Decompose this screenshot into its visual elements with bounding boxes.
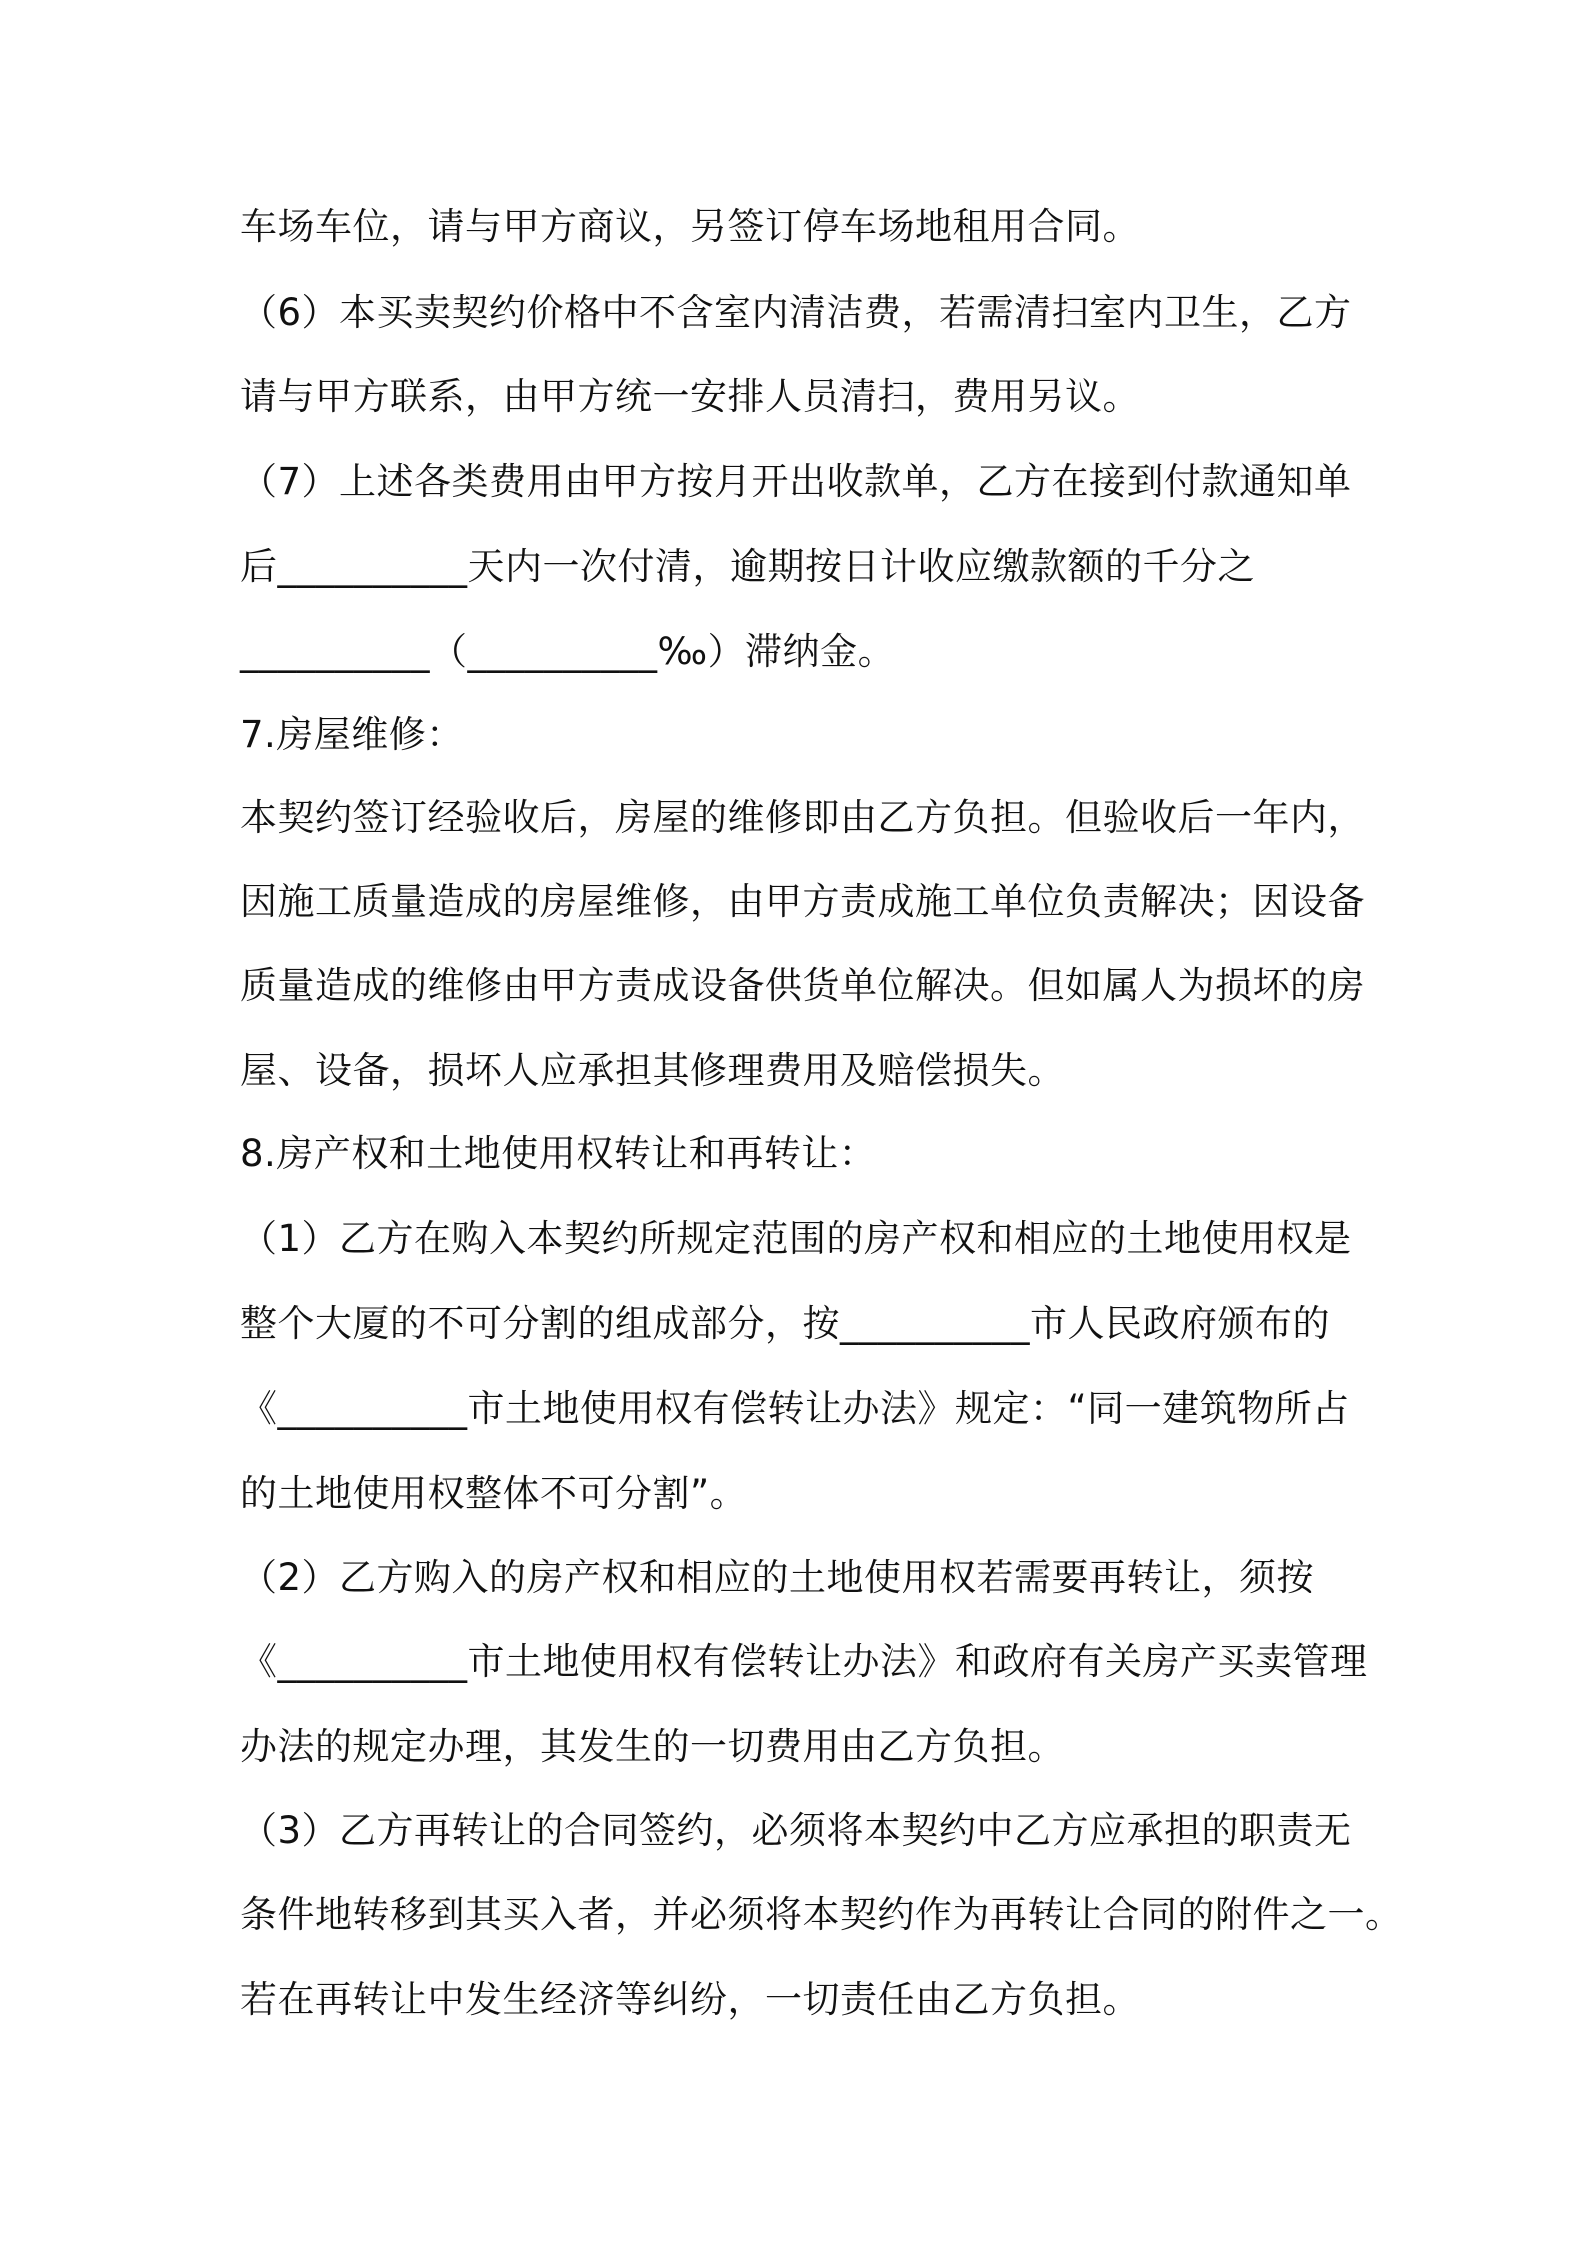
text-line: 后__________天内一次付清，逾期按日计收应缴款额的千分之	[240, 545, 1255, 588]
text-line: 车场车位，请与甲方商议，另签订停车场地租用合同。	[240, 205, 1140, 248]
section-heading: 7.房屋维修：	[240, 713, 464, 756]
text-line: （1）乙方在购入本契约所规定范围的房产权和相应的土地使用权是	[240, 1217, 1352, 1260]
text-line: 因施工质量造成的房屋维修，由甲方责成施工单位负责解决；因设备	[240, 880, 1365, 923]
text-line: __________（__________‰）滞纳金。	[240, 630, 896, 673]
text-line: 质量造成的维修由甲方责成设备供货单位解决。但如属人为损坏的房	[240, 964, 1365, 1007]
text-line: （3）乙方再转让的合同签约，必须将本契约中乙方应承担的职责无	[240, 1809, 1352, 1852]
text-line: 的土地使用权整体不可分割”。	[240, 1472, 748, 1515]
text-line: （7）上述各类费用由甲方按月开出收款单，乙方在接到付款通知单	[240, 460, 1352, 503]
text-line: 本契约签订经验收后，房屋的维修即由乙方负担。但验收后一年内，	[240, 796, 1365, 839]
text-line: 整个大厦的不可分割的组成部分，按__________市人民政府颁布的	[240, 1302, 1330, 1345]
text-line: 《__________市土地使用权有偿转让办法》和政府有关房产买卖管理	[240, 1640, 1368, 1683]
text-line: 办法的规定办理，其发生的一切费用由乙方负担。	[240, 1725, 1065, 1768]
section-heading: 8.房产权和土地使用权转让和再转让：	[240, 1132, 877, 1175]
text-line: 条件地转移到其买入者，并必须将本契约作为再转让合同的附件之一。	[240, 1893, 1403, 1936]
text-line: 请与甲方联系，由甲方统一安排人员清扫，费用另议。	[240, 375, 1140, 418]
text-line: （2）乙方购入的房产权和相应的土地使用权若需要再转让，须按	[240, 1556, 1315, 1599]
text-line: 屋、设备，损坏人应承担其修理费用及赔偿损失。	[240, 1049, 1065, 1092]
text-line: 若在再转让中发生经济等纠纷，一切责任由乙方负担。	[240, 1978, 1140, 2021]
text-line: 《__________市土地使用权有偿转让办法》规定：“同一建筑物所占	[240, 1387, 1350, 1430]
text-line: （6）本买卖契约价格中不含室内清洁费，若需清扫室内卫生，乙方	[240, 291, 1352, 334]
